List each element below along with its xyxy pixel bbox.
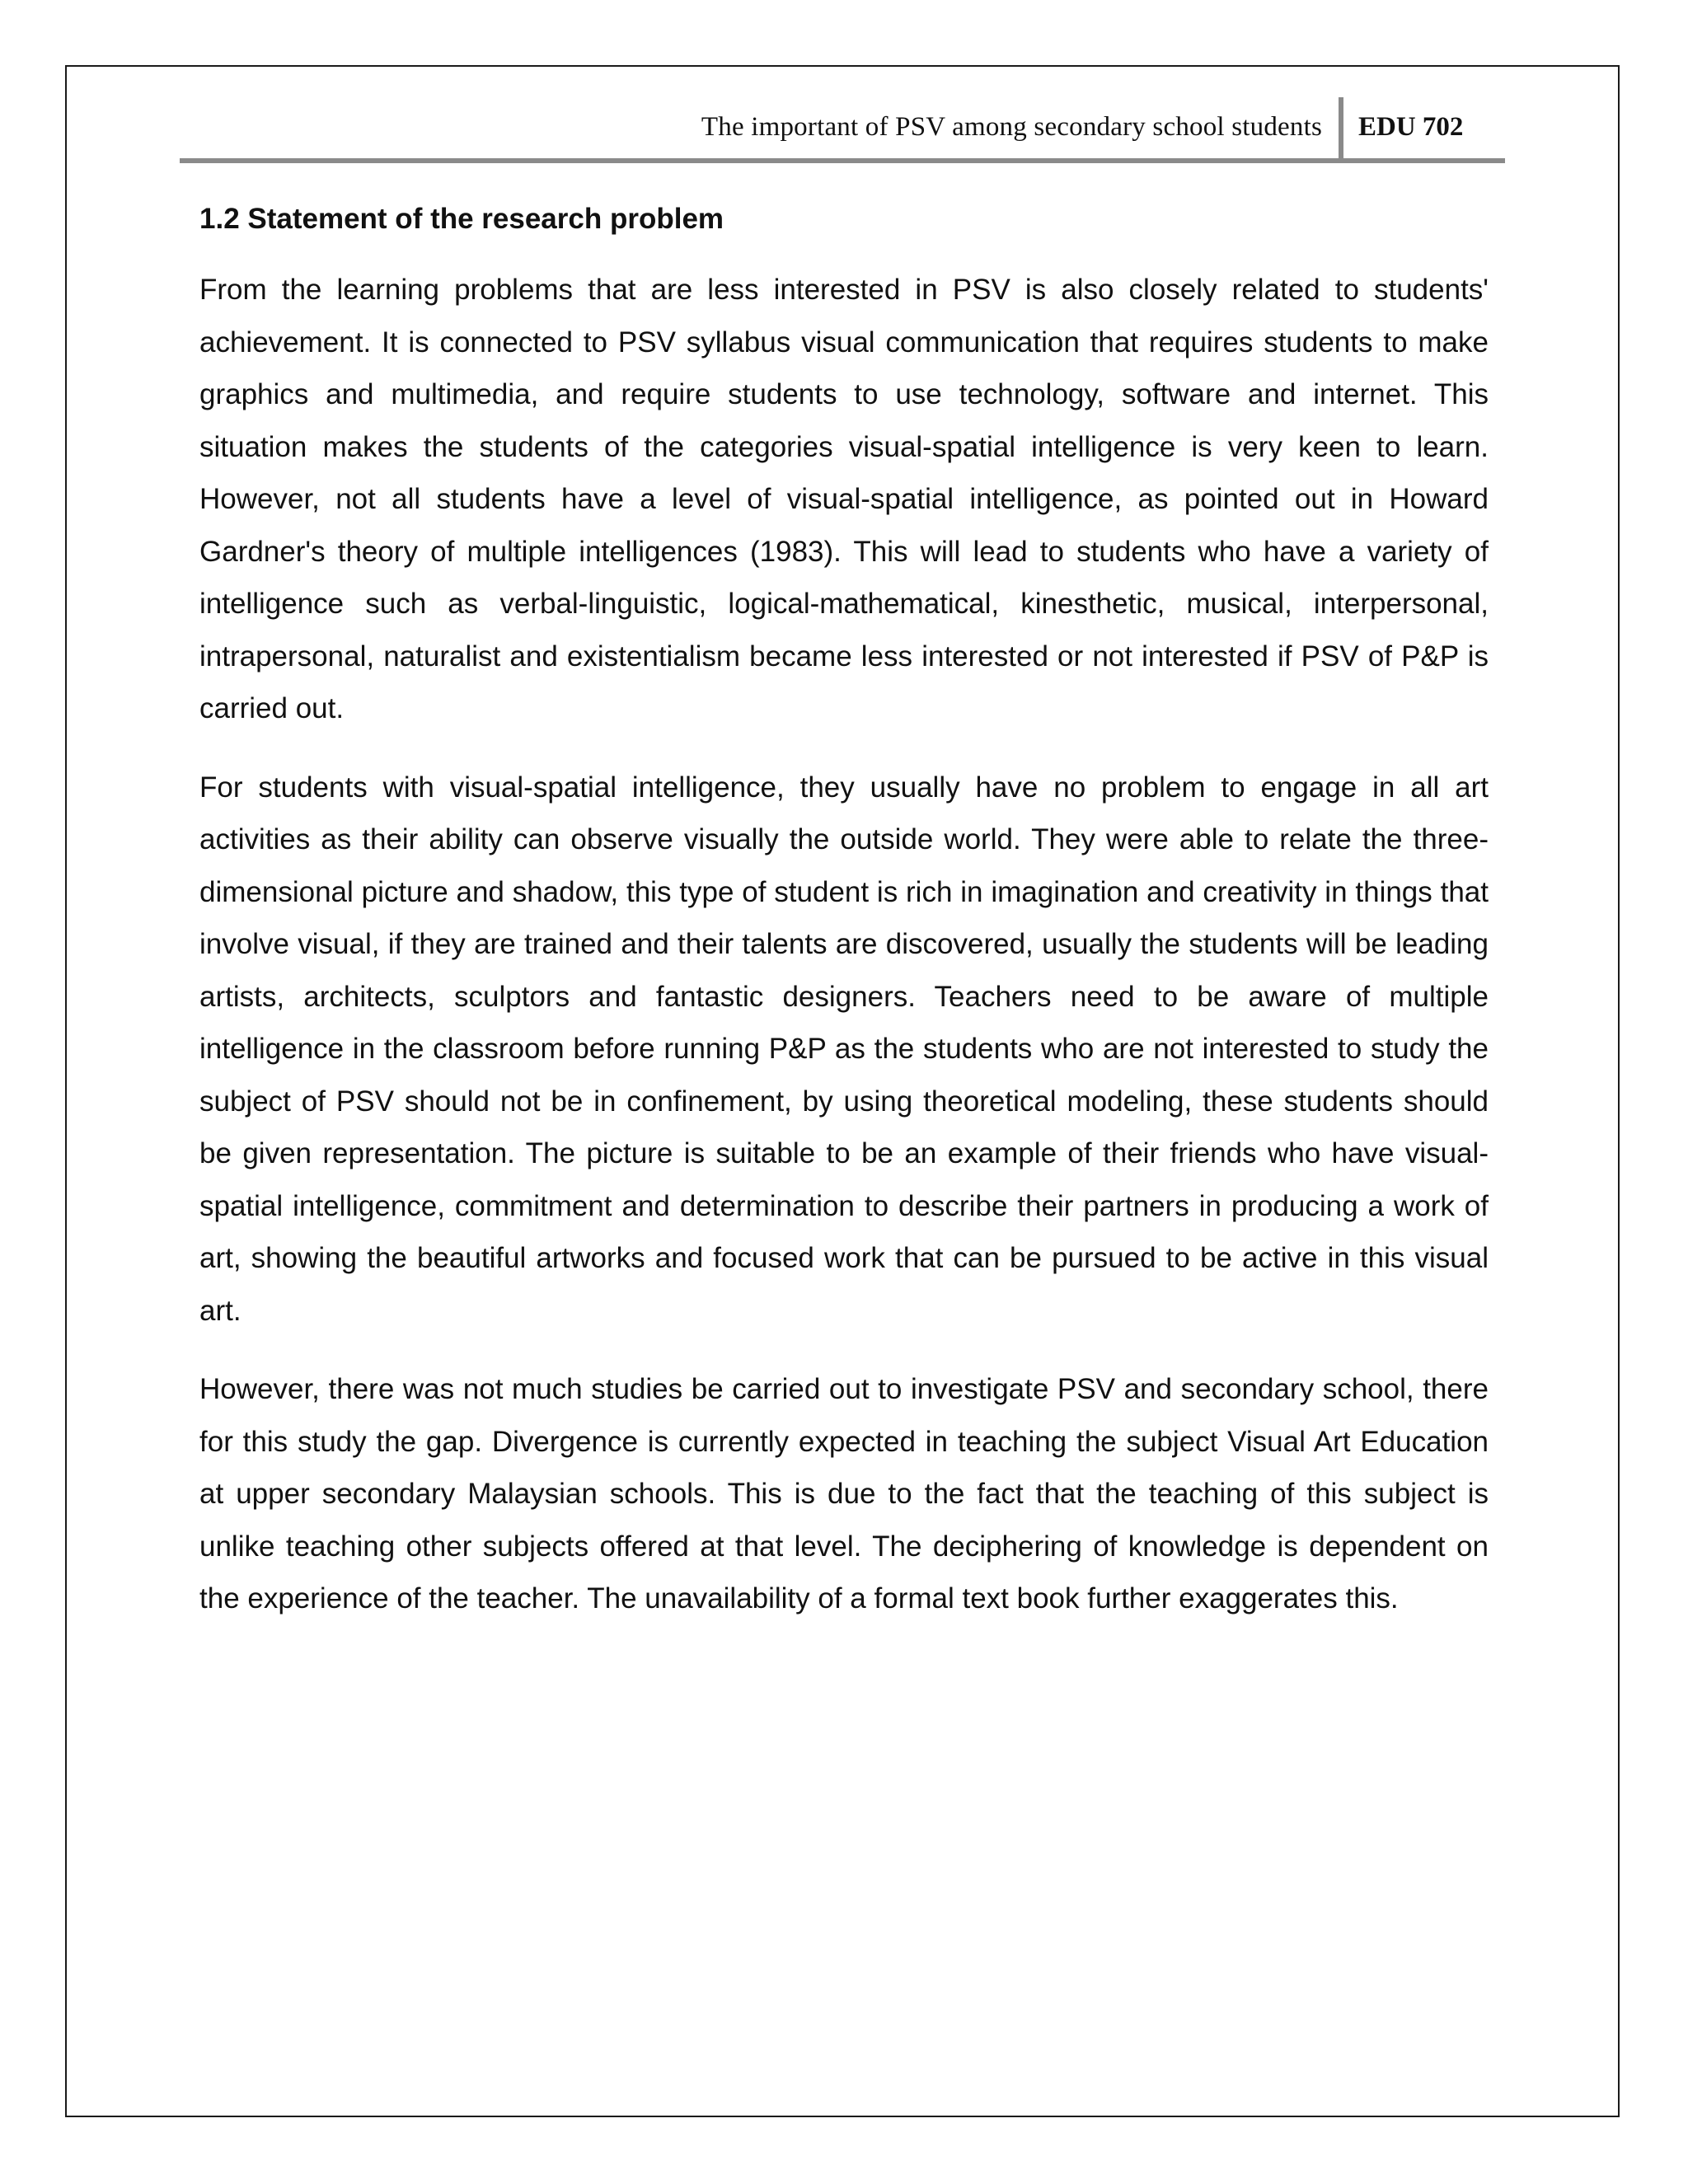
paragraph-2: For students with visual-spatial intelligence, they usually have no problem to engage in all art activities as their ability can observe visually the outside world. They were able to relate the three-dimensional picture and shadow, this type of student is rich in imagination and creativity in things that involve visual, if they are trained and their talents are discovered, usually the students will be leading artists, architects, sculptors and fantastic designers. Teachers need to be aware of multiple intelligence in the classroom before running P&P as the students who are not interested to study the subject of PSV should not be in confinement, by using theoretical modeling, these students should be given representation. The picture is suitable to be an example of their friends who have visual-spatial intelligence, commitment and determination to describe their partners in producing a work of art, showing the beautiful artworks and focused work that can be pursued to be active in this visual art. — [199, 771, 1489, 1327]
header-rule — [180, 158, 1505, 163]
header-divider — [1339, 97, 1343, 162]
document-body — [199, 198, 1489, 1652]
header-title: The important of PSV among secondary school students — [701, 112, 1322, 142]
section-heading: 1.2 Statement of the research problem — [199, 203, 724, 235]
paragraph-3: However, there was not much studies be carried out to investigate PSV and secondary school, there for this study the gap. Divergence is currently expected in teaching the subject Visual Art Education at upper secondary Malaysian schools. This is due to the fact that the teaching of this subject is unlike teaching other subjects offered at that level. The deciphering of knowledge is dependent on the experience of the teacher. The unavailability of a formal text book further exaggerates this. — [199, 1373, 1489, 1615]
course-code: EDU 702 — [1358, 112, 1464, 142]
page-header — [180, 97, 1505, 163]
paragraph-1: From the learning problems that are less interested in PSV is also closely related to students' achievement. It is connected to PSV syllabus visual communication that requires students to make graphics and multimedia, and require students to use technology, software and internet. This situation makes the students of the categories visual-spatial intelligence is very keen to learn. However, not all students have a level of visual-spatial intelligence, as pointed out in Howard Gardner's theory of multiple intelligences (1983). This will lead to students who have a variety of intelligence such as verbal-linguistic, logical-mathematical, kinesthetic, musical, interpersonal, intrapersonal, naturalist and existentialism became less interested or not interested if PSV of P&P is carried out. — [199, 274, 1489, 724]
